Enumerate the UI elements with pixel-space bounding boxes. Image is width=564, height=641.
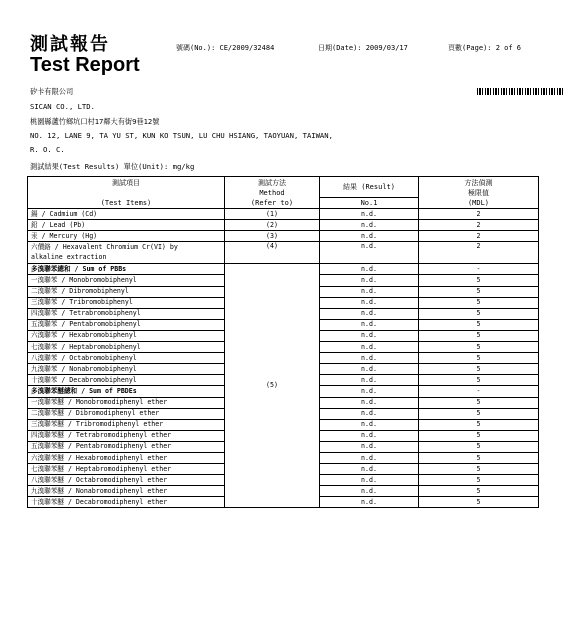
row-result: n.d. bbox=[320, 497, 419, 508]
row-result: n.d. bbox=[320, 464, 419, 475]
row-result: n.d. bbox=[320, 353, 419, 364]
row-result: n.d. bbox=[320, 330, 419, 341]
row-item: 一溴聯苯醚 / Monobromodiphenyl ether bbox=[28, 397, 225, 408]
row-item: 九溴聯苯醚 / Nonabromodiphenyl ether bbox=[28, 486, 225, 497]
row-item: 七溴聯苯 / Heptabromobiphenyl bbox=[28, 342, 225, 353]
row-result: n.d. bbox=[320, 408, 419, 419]
row-result: n.d. bbox=[320, 264, 419, 275]
row-result: n.d. bbox=[320, 486, 419, 497]
row-mdl: 5 bbox=[419, 319, 539, 330]
client-name-chinese: 矽卡有限公司 bbox=[30, 87, 74, 96]
row-mdl: 5 bbox=[419, 286, 539, 297]
row-result: n.d. bbox=[320, 297, 419, 308]
header-result-sample-no: No.1 bbox=[320, 198, 419, 209]
client-address-chinese: 桃園縣蘆竹鄉坑口村17鄰大有街9巷12號 bbox=[30, 117, 160, 126]
row-item: 六溴聯苯 / Hexabromobiphenyl bbox=[28, 330, 225, 341]
row-method: (4) bbox=[225, 242, 320, 264]
table-row bbox=[28, 242, 539, 264]
row-result: n.d. bbox=[320, 319, 419, 330]
row-item: 八溴聯苯醚 / Octabromodiphenyl ether bbox=[28, 475, 225, 486]
row-method: (3) bbox=[225, 231, 320, 242]
row-item: 六溴聯苯醚 / Hexabromodiphenyl ether bbox=[28, 452, 225, 463]
header-result: 結果 (Result) bbox=[320, 177, 419, 198]
row-result: n.d. bbox=[320, 419, 419, 430]
row-item: 五溴聯苯 / Pentabromobiphenyl bbox=[28, 319, 225, 330]
row-mdl: 5 bbox=[419, 452, 539, 463]
row-item: 三溴聯苯 / Tribromobiphenyl bbox=[28, 297, 225, 308]
row-item: 四溴聯苯醚 / Tetrabromodiphenyl ether bbox=[28, 430, 225, 441]
client-name-english: SICAN CO., LTD. bbox=[30, 102, 95, 111]
row-mdl: 5 bbox=[419, 497, 539, 508]
report-date: 日期(Date): 2009/03/17 bbox=[318, 44, 408, 52]
row-item: 多溴聯苯醚總和 / Sum of PBDEs bbox=[28, 386, 225, 397]
table-row bbox=[28, 209, 539, 220]
row-mdl: 5 bbox=[419, 342, 539, 353]
row-result: n.d. bbox=[320, 275, 419, 286]
row-result: n.d. bbox=[320, 220, 419, 231]
test-results-table bbox=[27, 176, 539, 508]
row-mdl: 2 bbox=[419, 220, 539, 231]
row-result: n.d. bbox=[320, 286, 419, 297]
row-result: n.d. bbox=[320, 375, 419, 386]
client-address-english: NO. 12, LANE 9, TA YU ST, KUN KO TSUN, LU CHU HSIANG, TAOYUAN, TAIWAN, bbox=[30, 131, 333, 140]
row-mdl: 5 bbox=[419, 408, 539, 419]
row-mdl: 5 bbox=[419, 364, 539, 375]
row-item: 十溴聯苯 / Decabromobiphenyl bbox=[28, 375, 225, 386]
row-mdl: 5 bbox=[419, 375, 539, 386]
row-item: 八溴聯苯 / Octabromobiphenyl bbox=[28, 353, 225, 364]
table-row bbox=[28, 264, 539, 275]
table-row bbox=[28, 231, 539, 242]
results-unit-label: 測試結果(Test Results) 單位(Unit): mg/kg bbox=[30, 162, 195, 171]
row-item: 三溴聯苯醚 / Tribromodiphenyl ether bbox=[28, 419, 225, 430]
report-number: 號碼(No.): CE/2009/32484 bbox=[176, 44, 275, 52]
row-mdl: 5 bbox=[419, 297, 539, 308]
row-item: 五溴聯苯醚 / Pentabromodiphenyl ether bbox=[28, 441, 225, 452]
row-item: 鎘 / Cadmium (Cd) bbox=[28, 209, 225, 220]
header-test-items: 測試項目 (Test Items) bbox=[28, 177, 225, 209]
merged-method-cell: (5) bbox=[225, 264, 320, 508]
header-method: 測試方法 Method (Refer to) bbox=[225, 177, 320, 209]
row-mdl: 5 bbox=[419, 475, 539, 486]
row-item: 多溴聯苯總和 / Sum of PBBs bbox=[28, 264, 225, 275]
table-row bbox=[28, 220, 539, 231]
client-address-country: R. O. C. bbox=[30, 145, 65, 154]
row-result: n.d. bbox=[320, 397, 419, 408]
row-mdl: 2 bbox=[419, 209, 539, 220]
row-item: 十溴聯苯醚 / Decabromodiphenyl ether bbox=[28, 497, 225, 508]
row-item: 二溴聯苯 / Dibromobiphenyl bbox=[28, 286, 225, 297]
row-item: 四溴聯苯 / Tetrabromobiphenyl bbox=[28, 308, 225, 319]
row-mdl: 5 bbox=[419, 464, 539, 475]
row-mdl: 5 bbox=[419, 275, 539, 286]
row-mdl: 2 bbox=[419, 231, 539, 242]
row-item: 汞 / Mercury (Hg) bbox=[28, 231, 225, 242]
row-mdl: - bbox=[419, 386, 539, 397]
row-item: 六價鉻 / Hexavalent Chromium Cr(VI) by alkaline extraction bbox=[28, 242, 225, 264]
row-result: n.d. bbox=[320, 475, 419, 486]
row-mdl: 5 bbox=[419, 419, 539, 430]
page-number: 頁數(Page): 2 of 6 bbox=[448, 44, 522, 52]
report-title-english: Test Report bbox=[30, 54, 140, 76]
row-item: 九溴聯苯 / Nonabromobiphenyl bbox=[28, 364, 225, 375]
row-item: 七溴聯苯醚 / Heptabromodiphenyl ether bbox=[28, 464, 225, 475]
header-mdl: 方法偵測 極限值 (MDL) bbox=[419, 177, 539, 209]
row-result: n.d. bbox=[320, 452, 419, 463]
row-result: n.d. bbox=[320, 430, 419, 441]
row-method: (2) bbox=[225, 220, 320, 231]
row-result: n.d. bbox=[320, 308, 419, 319]
row-mdl: 5 bbox=[419, 397, 539, 408]
row-mdl: - bbox=[419, 264, 539, 275]
row-item: 鉛 / Lead (Pb) bbox=[28, 220, 225, 231]
row-result: n.d. bbox=[320, 441, 419, 452]
row-result: n.d. bbox=[320, 386, 419, 397]
barcode bbox=[477, 88, 563, 95]
row-mdl: 5 bbox=[419, 441, 539, 452]
row-result: n.d. bbox=[320, 342, 419, 353]
row-mdl: 5 bbox=[419, 486, 539, 497]
row-mdl: 2 bbox=[419, 242, 539, 264]
row-result: n.d. bbox=[320, 364, 419, 375]
row-mdl: 5 bbox=[419, 430, 539, 441]
report-title-chinese: 測試報告 bbox=[30, 34, 110, 55]
row-mdl: 5 bbox=[419, 353, 539, 364]
row-result: n.d. bbox=[320, 242, 419, 264]
row-mdl: 5 bbox=[419, 308, 539, 319]
row-mdl: 5 bbox=[419, 330, 539, 341]
row-item: 一溴聯苯 / Monobromobiphenyl bbox=[28, 275, 225, 286]
row-method: (1) bbox=[225, 209, 320, 220]
row-result: n.d. bbox=[320, 209, 419, 220]
row-result: n.d. bbox=[320, 231, 419, 242]
row-item: 二溴聯苯醚 / Dibromodiphenyl ether bbox=[28, 408, 225, 419]
